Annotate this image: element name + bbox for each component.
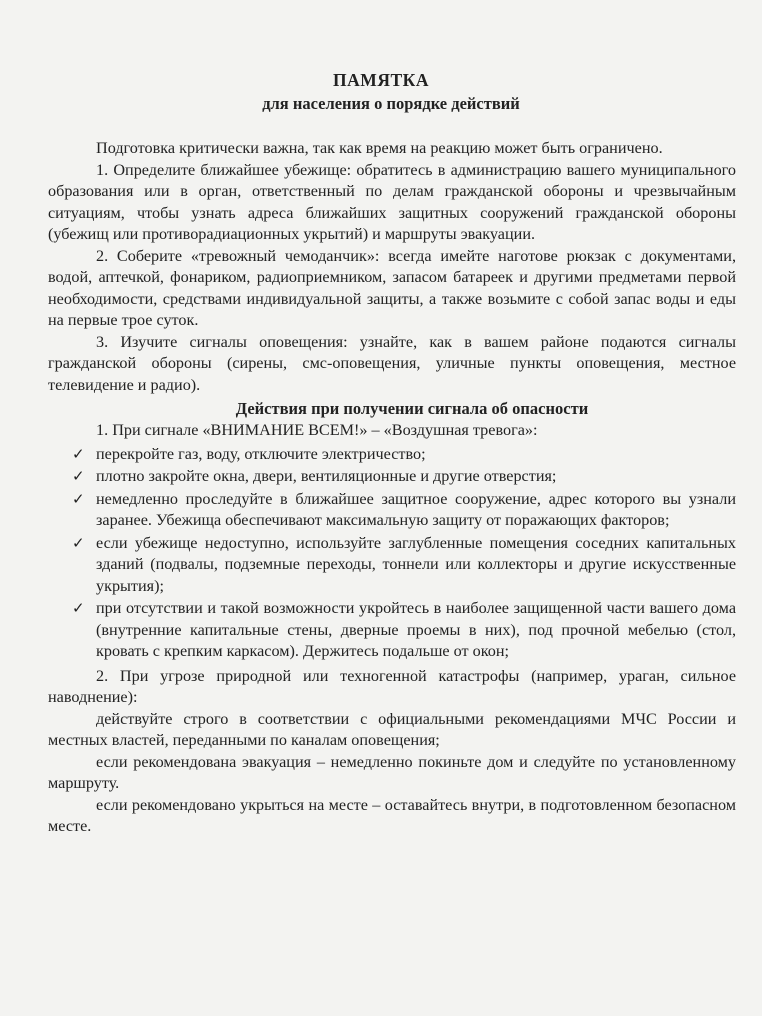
document-title: ПАМЯТКА (333, 70, 429, 90)
checklist-item (48, 489, 736, 532)
disaster-item: действуйте строго в соответствии с официальными рекомендациями МЧС России и местных властей, переданными по каналам оповещения; (48, 709, 736, 749)
check-mark-icon: ✓ (72, 444, 85, 463)
check-mark-icon: ✓ (72, 489, 85, 508)
check-mark-icon: ✓ (72, 599, 85, 617)
checklist-item (48, 466, 736, 488)
checklist-item-text: плотно закройте окна, двери, вентиляционные и другие отверстия; (96, 467, 557, 485)
checklist-item-text: при отсутствии и такой возможности укройтесь в наиболее защищенной части вашего дома (внутренние капитальные стены, дверные проемы в них), под прочной мебелью (стол, кровать с крепким каркасом). Держитесь подальше от окон; (96, 599, 736, 660)
checklist-item (48, 533, 736, 598)
step-paragraph: 1. Определите ближайшее убежище: обратитесь в администрацию вашего муниципального образования или в орган, ответственный по делам гражданской обороны и чрезвычайным ситуациям, чтобы узнать адреса ближайших защитных сооружений гражданской обороны (убежищ или противорадиационных укрытий) и маршруты эвакуации. (48, 160, 736, 243)
checklist-item-text: если убежище недоступно, используйте заглубленные помещения соседних капитальных зданий (подвалы, подземные переходы, тоннели или коллекторы и другие искусственные укрытия); (96, 533, 736, 595)
disaster-item: если рекомендовано укрыться на месте – оставайтесь внутри, в подготовленном безопасном месте. (48, 795, 736, 835)
document-subtitle: для населения о порядке действий (262, 94, 520, 113)
document-body (48, 138, 736, 838)
alert-heading: 1. При сигнале «ВНИМАНИЕ ВСЕМ!» – «Воздушная тревога»: (96, 421, 538, 439)
checklist-item-text: перекройте газ, воду, отключите электричество; (96, 444, 426, 463)
section-heading: Действия при получении сигнала об опасности (235, 399, 589, 418)
step-paragraph: 3. Изучите сигналы оповещения: узнайте, как в вашем районе подаются сигналы гражданской обороны (сирены, смс-оповещения, уличные пункты оповещения, местное телевидение и радио). (48, 332, 736, 394)
checklist-item (48, 444, 736, 466)
disaster-item: если рекомендована эвакуация – немедленно покиньте дом и следуйте по установленному маршруту. (48, 752, 736, 792)
checklist-item-text: немедленно проследуйте в ближайшее защитное сооружение, адрес которого вы узнали заранее. Убежища обеспечивают максимальную защиту от поражающих факторов; (96, 489, 736, 529)
step-paragraph: 2. Соберите «тревожный чемоданчик»: всегда имейте наготове рюкзак с документами, водой, аптечкой, фонариком, радиоприемником, запасом батареек и другими предметами первой необходимости, средствами индивидуальной защиты, а также возьмите с собой запас воды и еды на первые трое суток. (48, 246, 736, 329)
check-mark-icon: ✓ (72, 533, 85, 552)
checklist-item (48, 598, 736, 663)
disaster-heading: 2. При угрозе природной или техногенной катастрофы (например, ураган, сильное наводнение): (48, 666, 736, 706)
checklist (48, 444, 736, 663)
intro-paragraph: Подготовка критически важна, так как время на реакцию может быть ограничено. (96, 139, 663, 157)
check-mark-icon: ✓ (72, 467, 85, 485)
